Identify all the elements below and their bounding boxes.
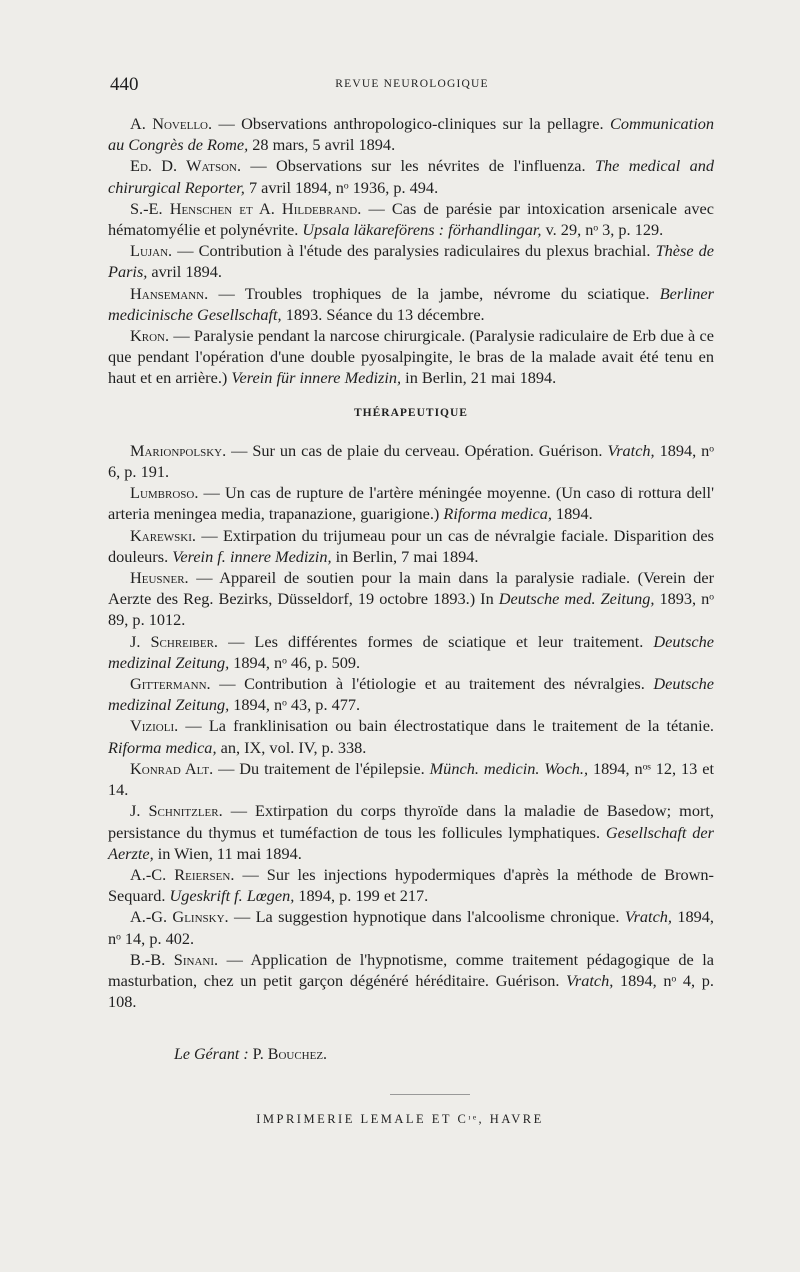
bibliography-entry	[108, 198, 714, 240]
gerant-label: Le Gérant :	[174, 1046, 249, 1063]
entry-author: Lujan.	[130, 241, 173, 261]
entry-source: Berliner medicinische Gesellschaft,	[108, 283, 714, 324]
entry-text: — Observations anthropologico-cliniques sur la pellagre.	[212, 114, 610, 133]
entry-author: A.-G. Glinsky.	[130, 907, 229, 927]
bibliography-entry	[108, 525, 714, 567]
entry-source: Deutsche med. Zeitung,	[498, 589, 655, 609]
entry-details: 1893. Séance du 13 décembre.	[281, 304, 485, 324]
entry-source: Gesellschaft der Aerzte,	[108, 822, 714, 863]
entry-text: — Un cas de rupture de l'artère méningée moyenne. (Un caso di rottura dell' arteria meningea media, trapanazione, guarigione.)	[108, 483, 714, 524]
entry-source: Münch. medicin. Woch.,	[429, 758, 589, 778]
bibliography-entry	[108, 240, 714, 282]
entry-text: — La suggestion hypnotique dans l'alcoolisme chronique.	[228, 907, 625, 927]
printer-imprint: IMPRIMERIE LEMALE ET Cᶦᵉ, HAVRE	[256, 1112, 544, 1126]
entry-author: S.-E. Henschen et A. Hildebrand.	[130, 198, 362, 218]
entry-source: Thèse de Paris,	[108, 241, 714, 282]
entry-text: — Observations sur les névrites de l'influenza.	[241, 156, 595, 176]
bibliography-entry	[108, 800, 714, 864]
running-head: REVUE NEUROLOGIQUE	[335, 78, 489, 90]
entry-author: Lumbroso.	[130, 483, 199, 503]
bibliography-entry	[108, 567, 714, 631]
entry-source: Communication au Congrès de Rome,	[108, 114, 715, 155]
bibliography-entry	[108, 715, 714, 757]
entry-text: — Application de l'hypnotisme, comme traitement pédagogique de la masturbation, chez un petit garçon dégénéré héréditaire. Guérison.	[108, 949, 714, 990]
entry-source: Vratch,	[566, 970, 614, 990]
entry-details: 1893, nᵒ 89, p. 1012.	[108, 589, 714, 630]
bibliography-entry	[108, 949, 714, 1013]
entry-text: — Extirpation du corps thyroïde dans la maladie de Basedow; mort, persistance du thymus et tuméfaction de tous les follicules lymphatiques.	[108, 801, 714, 842]
divider-rule	[390, 1094, 470, 1095]
entry-text: — Paralysie pendant la narcose chirurgicale. (Paralysie radiculaire de Erb due à ce que pendant l'opération d'une double pyosalpingite, le bras de la malade avait été tenu en haut et en arrière.)	[108, 326, 714, 388]
entry-text: — Appareil de soutien pour la main dans la paralysie radiale. (Verein der Aerzte des Reg. Bezirks, Düsseldorf, 19 octobre 1893.) In	[108, 568, 714, 609]
entry-author: Gittermann.	[130, 674, 211, 694]
entry-details: 1894, p. 199 et 217.	[294, 886, 429, 906]
entry-author: Marionpolsky.	[130, 440, 227, 460]
entry-details: an, IX, vol. IV, p. 338.	[216, 737, 367, 757]
bibliography-entry	[108, 758, 714, 800]
entry-details: avril 1894.	[147, 262, 222, 282]
entry-text: — Sur un cas de plaie du cerveau. Opération. Guérison.	[226, 440, 608, 460]
entry-source: Deutsche medizinal Zeitung,	[108, 674, 714, 715]
page-number: 440	[110, 74, 139, 95]
entry-text: — Contribution à l'étiologie et au traitement des névralgies.	[210, 674, 654, 694]
bibliography-entry	[108, 673, 714, 715]
entry-source: Upsala läkareförens : förhandlingar,	[302, 220, 542, 240]
entry-author: Heusner.	[130, 568, 189, 588]
entry-details: 1894, nᵒ 4, p. 108.	[108, 970, 715, 1012]
entry-details: 1894, nᵒ 6, p. 191.	[108, 440, 714, 482]
entry-text: — Du traitement de l'épilepsie.	[213, 758, 430, 778]
bibliography-entry	[108, 440, 714, 482]
entry-source: The medical and chirurgical Reporter,	[108, 156, 714, 197]
entry-details: in Berlin, 7 mai 1894.	[331, 546, 479, 566]
entry-text: — Les différentes formes de sciatique et leur traitement.	[218, 631, 654, 651]
gerant-signature	[174, 1046, 327, 1064]
entry-details: 1894, nᵒ 14, p. 402.	[108, 907, 715, 948]
entry-details: in Berlin, 21 mai 1894.	[401, 368, 557, 388]
entry-details: 1894, nᵒ 46, p. 509.	[229, 652, 361, 672]
entry-text: — La franklinisation ou bain électrostatique dans le traitement de la tétanie.	[178, 716, 714, 736]
entry-text: — Troubles trophiques de la jambe, névrome du sciatique.	[208, 283, 660, 303]
bibliography-entry	[108, 864, 714, 906]
entry-author: Ed. D. Watson.	[130, 156, 242, 176]
entry-text: — Extirpation du trijumeau pour un cas de névralgie faciale. Disparition des douleurs.	[108, 525, 714, 566]
entry-author: Konrad Alt.	[130, 758, 214, 778]
bibliography-body	[108, 113, 714, 1012]
entry-source: Vratch,	[624, 907, 673, 927]
entry-author: Vizioli.	[130, 716, 179, 736]
bibliography-entry	[108, 155, 714, 197]
entry-details: 1894, nᵒˢ 12, 13 et 14.	[108, 758, 714, 800]
entry-author: A. Novello.	[130, 114, 213, 133]
entry-text: — Cas de parésie par intoxication arsenicale avec hématomyélie et polynévrite.	[108, 198, 714, 240]
bibliography-list-therapeutique	[108, 440, 714, 1012]
bibliography-entry	[108, 283, 714, 325]
entry-author: J. Schnitzler.	[130, 801, 223, 821]
entry-details: 7 avril 1894, nᵒ 1936, p. 494.	[244, 177, 439, 197]
entry-source: Riforma medica,	[108, 737, 217, 757]
entry-text: — Contribution à l'étude des paralysies radiculaires du plexus brachial.	[172, 241, 656, 261]
bibliography-entry	[108, 325, 714, 389]
page-header	[110, 74, 714, 100]
entry-source: Verein f. innere Medizin,	[172, 546, 332, 566]
entry-author: B.-B. Sinani.	[130, 949, 219, 969]
entry-source: Deutsche medizinal Zeitung,	[108, 631, 714, 672]
gerant-name: P. Bouchez.	[252, 1046, 328, 1063]
bibliography-entry	[108, 482, 714, 524]
bibliography-entry	[108, 631, 714, 673]
entry-details: 1894, nᵒ 43, p. 477.	[229, 695, 361, 715]
entry-author: Karewski.	[130, 525, 196, 545]
entry-source: Ugeskrift f. Lœgen,	[169, 886, 295, 906]
entry-details: 1894.	[551, 504, 593, 524]
bibliography-entry	[108, 906, 714, 948]
entry-author: Hansemann.	[130, 283, 209, 303]
section-title: THÉRAPEUTIQUE	[354, 406, 468, 419]
entry-source: Verein für innere Medizin,	[231, 368, 402, 388]
entry-text: — Sur les injections hypodermiques d'après la méthode de Brown-Sequard.	[108, 864, 714, 906]
bibliography-list-part1	[108, 113, 714, 389]
entry-author: Kron.	[130, 326, 170, 346]
bibliography-entry	[108, 113, 714, 155]
entry-details: in Wien, 11 mai 1894.	[153, 843, 302, 863]
entry-author: A.-C. Reiersen.	[130, 864, 235, 884]
entry-details: v. 29, nᵒ 3, p. 129.	[541, 220, 664, 240]
entry-source: Vratch,	[607, 440, 655, 460]
entry-details: 28 mars, 5 avril 1894.	[248, 135, 396, 155]
entry-author: J. Schreiber.	[130, 631, 218, 651]
entry-source: Riforma medica,	[443, 504, 552, 524]
